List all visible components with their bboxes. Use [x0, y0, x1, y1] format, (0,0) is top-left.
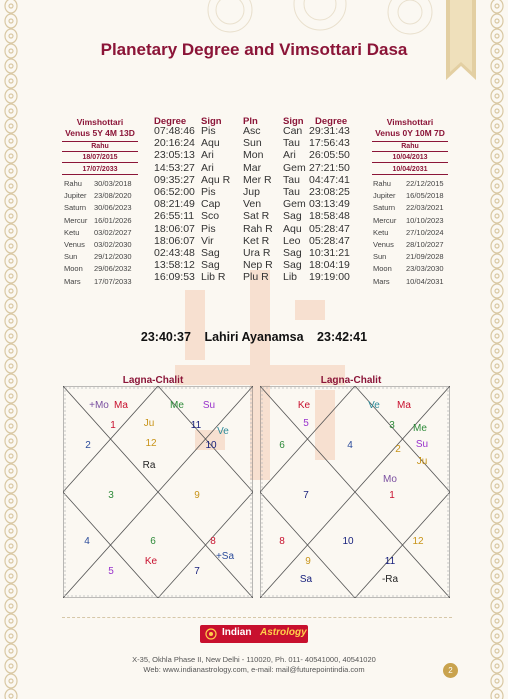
chart-label: 2 — [85, 440, 91, 451]
degree-cell: Ari — [283, 149, 296, 162]
chart-label: Ju — [143, 418, 155, 429]
header-sign-2: Sign — [283, 116, 304, 127]
chart-label: 8 — [210, 536, 216, 547]
header-degree-2: Degree — [315, 116, 348, 127]
degree-cell: 27:21:50 — [309, 161, 350, 174]
logo-emblem-icon — [205, 628, 217, 640]
chart-label: 11 — [384, 556, 396, 567]
dasa-row — [373, 227, 463, 239]
degree-cell: 05:28:47 — [309, 222, 350, 235]
dasa-row — [64, 276, 154, 288]
degree-cell: 29:31:43 — [309, 125, 350, 137]
chart-label: Ma — [114, 400, 128, 411]
chart-label: Su — [202, 400, 216, 411]
dasa-planet: Saturn — [64, 203, 87, 213]
degree-cell: 07:48:46 — [154, 125, 195, 137]
chart-label: 8 — [279, 536, 285, 547]
dasa-date: 29/12/2030 — [94, 252, 132, 262]
dasa-row — [64, 227, 154, 239]
ayanamsa-right-value: 23:42:41 — [317, 330, 368, 344]
degree-cell: Cap — [201, 198, 221, 211]
degree-cell: Sat R — [243, 210, 270, 223]
dasa-row — [64, 178, 154, 190]
degree-cell: 20:16:24 — [154, 137, 195, 150]
degree-cell: 09:35:27 — [154, 173, 195, 186]
dasa-row — [373, 178, 463, 190]
dasa-row — [373, 190, 463, 202]
dasa-planet: Jupiter — [373, 191, 396, 201]
right-dasa-heading: Vimshottari — [386, 117, 434, 127]
chart-label: Ke — [297, 400, 311, 411]
dasa-row — [373, 239, 463, 251]
degree-cell: Sag — [201, 259, 220, 272]
degree-cell: 04:47:41 — [309, 173, 350, 186]
left-dasa-balance: Venus 5Y 4M 13D — [65, 128, 135, 138]
right-dasa-balance: Venus 0Y 10M 7D — [375, 128, 445, 138]
dasa-date: 23/08/2020 — [94, 191, 132, 201]
degree-cell: 23:08:25 — [309, 186, 350, 198]
degree-cell: Ari — [201, 161, 214, 174]
right-dasa-to: 10/04/2031 — [372, 165, 448, 175]
degree-cell: Gem — [283, 161, 306, 174]
chart-label: 3 — [108, 490, 114, 501]
degree-cell: Mon — [243, 149, 264, 162]
degree-cell: Can — [283, 125, 303, 137]
degree-cell: 19:19:00 — [309, 271, 350, 284]
left-dasa-to: 17/07/2033 — [62, 165, 138, 175]
indian-astrology-logo — [200, 625, 308, 643]
degree-cell: Nep R — [243, 259, 273, 272]
dasa-date: 30/06/2023 — [94, 203, 132, 213]
chart-label: 12 — [412, 536, 424, 547]
right-dasa-current: Rahu — [372, 141, 448, 152]
degree-cell: 26:55:11 — [154, 210, 195, 223]
degree-cell: Pis — [201, 125, 216, 137]
dasa-row — [64, 251, 154, 263]
chart-label: 4 — [84, 536, 90, 547]
degree-cell: Aqu — [283, 222, 302, 235]
dasa-row — [64, 263, 154, 275]
dasa-date: 29/06/2032 — [94, 264, 132, 274]
degree-cell: 17:56:43 — [309, 137, 350, 150]
chart-label: 7 — [303, 490, 309, 501]
logo-word-2: Astrology — [260, 627, 307, 638]
dasa-date: 10/10/2023 — [406, 215, 444, 225]
chart-label: Ra — [142, 460, 156, 471]
dasa-planet: Sun — [64, 252, 78, 262]
degree-cell: 14:53:27 — [154, 161, 195, 174]
chart-label: 5 — [303, 418, 309, 429]
chart-label: 7 — [194, 566, 200, 577]
degree-cell: 23:05:13 — [154, 149, 195, 162]
dasa-date: 22/03/2021 — [406, 203, 444, 213]
chart-label: 3 — [389, 420, 395, 431]
chart-label: +Sa — [215, 551, 235, 562]
chart-label: 10 — [342, 536, 354, 547]
degree-cell: Plu R — [243, 271, 269, 284]
chart-label: Su — [415, 439, 429, 450]
chart-label: Ve — [368, 400, 380, 411]
degree-cell: 18:06:07 — [154, 222, 195, 235]
left-dasa-current: Rahu — [62, 141, 138, 152]
degree-cell: Gem — [283, 198, 306, 211]
degree-cell: Sag — [283, 247, 302, 259]
degree-cell: Ura R — [243, 247, 271, 259]
degree-cell: 08:21:49 — [154, 198, 195, 211]
dasa-planet: Mercur — [64, 215, 88, 225]
footer-address: X-35, Okhla Phase II, New Delhi - 110020, Ph. 011- 40541000, 40541020 — [132, 655, 376, 664]
chart-label: Ke — [144, 556, 158, 567]
dasa-planet: Venus — [64, 240, 85, 249]
logo-word-1: Indian — [222, 627, 252, 638]
lagna-chalit-chart-left — [63, 386, 253, 598]
degree-cell: Ven — [243, 198, 262, 211]
degree-cell: Ket R — [243, 234, 270, 247]
chart-label: 4 — [347, 440, 353, 451]
dasa-planet: Ketu — [373, 227, 389, 237]
header-degree: Degree — [154, 116, 187, 127]
dasa-date: 03/02/2030 — [94, 240, 132, 249]
dasa-planet: Jupiter — [64, 191, 87, 201]
chart-label: 9 — [194, 490, 200, 501]
dasa-date: 21/09/2028 — [406, 252, 444, 262]
chart-label: 10 — [205, 440, 217, 451]
degree-cell: Lib R — [201, 271, 226, 284]
chart-label: -Ra — [381, 574, 399, 585]
dasa-planet: Moon — [373, 264, 392, 274]
chart-label: 6 — [279, 440, 285, 451]
dasa-planet: Venus — [373, 240, 394, 249]
degree-cell: Pis — [201, 222, 216, 235]
dasa-planet: Mercur — [373, 215, 397, 225]
degree-cell: Leo — [283, 234, 301, 247]
chart-label: Ve — [217, 426, 229, 437]
dasa-planet: Mars — [64, 276, 81, 286]
dasa-row — [373, 202, 463, 214]
chart-label: 1 — [110, 420, 116, 431]
degree-cell: Pis — [201, 186, 216, 198]
degree-cell: 18:06:07 — [154, 234, 195, 247]
dasa-row — [64, 215, 154, 227]
lagna-chalit-chart-right — [260, 386, 450, 598]
chart-label: 5 — [108, 566, 114, 577]
dasa-date: 16/05/2018 — [406, 191, 444, 201]
degree-cell: Asc — [243, 125, 261, 137]
ayanamsa-label: Lahiri Ayanamsa — [204, 330, 304, 344]
dasa-row — [64, 190, 154, 202]
degree-cell: Sag — [201, 247, 220, 259]
degree-cell: Aqu — [201, 137, 220, 150]
degree-cell: Vir — [201, 234, 214, 247]
header-planet: Pln — [243, 116, 258, 127]
degree-cell: Tau — [283, 186, 300, 198]
dasa-date: 17/07/2033 — [94, 276, 132, 286]
degree-cell: 26:05:50 — [309, 149, 350, 162]
degree-cell: Jup — [243, 186, 260, 198]
dasa-planet: Rahu — [64, 179, 82, 188]
dasa-row — [373, 276, 463, 288]
degree-cell: Aqu R — [201, 173, 231, 186]
degree-cell: 18:58:48 — [309, 210, 350, 223]
degree-cell: Lib — [283, 271, 298, 284]
chart-label: 12 — [145, 438, 157, 449]
chart-label: Sa — [299, 574, 313, 585]
degree-cell: Ari — [201, 149, 214, 162]
chart-label: Me — [170, 400, 184, 411]
degree-cell: Tau — [283, 137, 300, 150]
dasa-row — [373, 215, 463, 227]
page-title: Planetary Degree and Vimsottari Dasa — [100, 40, 408, 59]
degree-cell: Rah R — [243, 222, 273, 235]
dasa-row — [373, 251, 463, 263]
page-number-badge: 2 — [443, 663, 458, 678]
dasa-planet: Saturn — [373, 203, 396, 213]
degree-cell: 05:28:47 — [309, 234, 350, 247]
dasa-date: 03/02/2027 — [94, 227, 132, 237]
chart-label: Ju — [416, 456, 428, 467]
chart-label: 6 — [150, 536, 156, 547]
degree-cell: Sag — [283, 210, 302, 223]
ayanamsa-line — [0, 330, 508, 344]
chart-label: 9 — [305, 556, 311, 567]
dasa-planet: Mars — [373, 276, 390, 286]
dasa-date: 28/10/2027 — [406, 240, 444, 249]
left-ornament-border — [0, 0, 22, 699]
degree-cell: Mar — [243, 161, 262, 174]
degree-cell: Sag — [283, 259, 302, 272]
dasa-row — [64, 239, 154, 251]
dasa-date: 23/03/2030 — [406, 264, 444, 274]
chart-label: +Mo — [89, 400, 109, 411]
degree-cell: Mer R — [243, 173, 272, 186]
chart-label: Me — [413, 423, 427, 434]
chart-left-label: Lagna-Chalit — [122, 375, 184, 386]
degree-cell: 16:09:53 — [154, 271, 195, 284]
degree-cell: Tau — [283, 173, 300, 186]
degree-cell: Sun — [243, 137, 262, 150]
chart-label: 1 — [389, 490, 395, 501]
dasa-row — [373, 263, 463, 275]
left-dasa-from: 18/07/2015 — [62, 153, 138, 163]
dasa-row — [64, 202, 154, 214]
chart-label: Ma — [397, 400, 411, 411]
dasa-planet: Moon — [64, 264, 83, 274]
chart-right-label: Lagna-Chalit — [320, 375, 382, 386]
degree-cell: 06:52:00 — [154, 186, 195, 198]
dasa-date: 10/04/2031 — [406, 276, 444, 286]
header-sign: Sign — [201, 116, 222, 127]
right-ornament-border — [486, 0, 508, 699]
dasa-date: 16/01/2026 — [94, 215, 132, 225]
left-dasa-heading: Vimshottari — [76, 117, 124, 127]
chart-label: 2 — [395, 444, 401, 455]
dasa-date: 30/03/2018 — [94, 179, 132, 188]
degree-cell: 18:04:19 — [309, 259, 350, 272]
footer-web: Web: www.indianastrology.com, e-mail: mail@futurepointindia.com — [143, 665, 365, 674]
degree-cell: 02:43:48 — [154, 247, 195, 259]
divider — [62, 617, 452, 618]
dasa-date: 22/12/2015 — [406, 179, 444, 188]
dasa-date: 27/10/2024 — [406, 227, 444, 237]
dasa-planet: Rahu — [373, 179, 391, 188]
chart-label: Mo — [383, 474, 397, 485]
dasa-planet: Ketu — [64, 227, 80, 237]
degree-cell: 10:31:21 — [309, 247, 350, 259]
dasa-planet: Sun — [373, 252, 387, 262]
degree-cell: 03:13:49 — [309, 198, 350, 211]
chart-label: 11 — [190, 420, 202, 431]
ayanamsa-left-value: 23:40:37 — [140, 330, 191, 344]
degree-cell: 13:58:12 — [154, 259, 195, 272]
right-dasa-from: 10/04/2013 — [372, 153, 448, 163]
degree-cell: Sco — [201, 210, 220, 223]
